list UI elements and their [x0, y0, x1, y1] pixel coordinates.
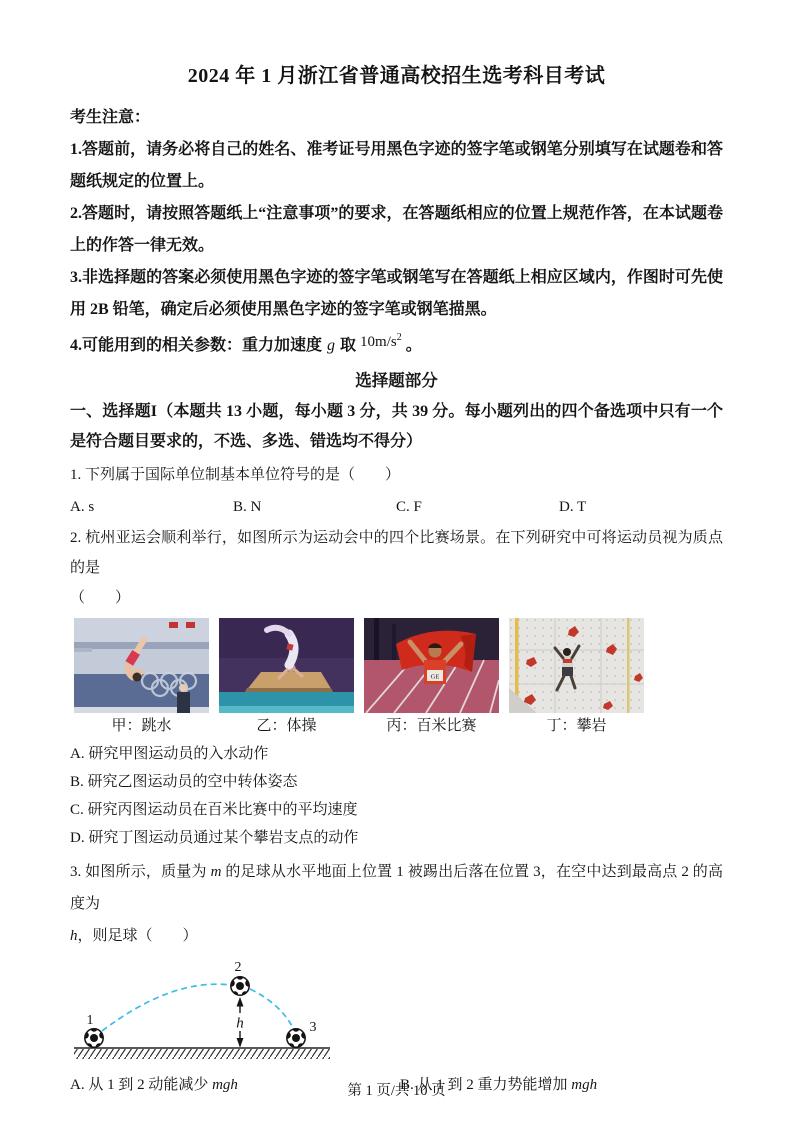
question-1-option-c: C. F — [396, 499, 422, 515]
section-instruction: 一、选择题I（本题共 13 小题，每小题 3 分，共 39 分。每小题列出的四个备选项中只有一个是符合题目要求的，不选、多选、错选均不得分） — [70, 403, 723, 450]
trajectory-curve-ascending — [102, 984, 230, 1031]
photo-gymnastics — [219, 618, 354, 738]
height-arrow-head-top — [237, 997, 244, 1007]
notice-section — [70, 102, 723, 362]
notice-item-4-prefix: 4.可能用到的相关参数：重力加速度 — [70, 337, 327, 354]
trajectory-diagram — [72, 958, 342, 1062]
photo-sprint — [364, 618, 499, 738]
question-2-option-b: B. 研究乙图运动员的空中转体姿态 — [70, 774, 298, 790]
notice-item-3: 3.非选择题的答案必须使用黑色字迹的签字笔或钢笔写在答题纸上相应区域内，作图时可先使用 2B 铅笔，确定后必须使用黑色字迹的签字笔或钢笔描黑。 — [70, 269, 723, 318]
position-1-label: 1 — [86, 1013, 94, 1028]
height-arrow-head-bottom — [237, 1038, 244, 1048]
question-1-option-d: D. T — [559, 499, 587, 515]
ball-position-2 — [228, 973, 252, 998]
sprint-photo-image — [364, 618, 499, 713]
q3-option-a-text: A. 从 1 到 2 动能减少 — [70, 1077, 213, 1093]
question-2-option-a: A. 研究甲图运动员的入水动作 — [70, 746, 269, 762]
diving-photo-image — [74, 618, 209, 713]
question-2-options — [70, 740, 723, 852]
position-3-label: 3 — [309, 1020, 317, 1035]
question-2-photo-strip — [74, 618, 723, 738]
notice-item-4 — [70, 326, 723, 362]
q3-stem-text-1: 3. 如图所示，质量为 — [70, 864, 211, 880]
question-2-stem — [70, 523, 723, 613]
ball-position-1 — [82, 1025, 106, 1050]
photo-climbing — [509, 618, 644, 738]
position-2-label: 2 — [234, 960, 242, 975]
question-3-stem-line1 — [70, 856, 723, 920]
climbing-photo-image — [509, 618, 644, 713]
question-1-stem: 1. 下列属于国际单位制基本单位符号的是（ ） — [70, 467, 401, 483]
trajectory-diagram-container — [72, 958, 723, 1062]
question-2 — [70, 523, 723, 852]
question-1 — [70, 459, 723, 523]
question-2-stem-line1: 2. 杭州亚运会顺利举行，如图所示为运动会中的四个比赛场景。在下列研究中可将运动员视为质点的是 — [70, 530, 723, 576]
question-3-stem — [70, 856, 723, 952]
runner-bib-text: GE — [430, 673, 440, 681]
photo-caption-climbing: 丁：攀岩 — [546, 718, 607, 734]
gravity-value-exponent: 2 — [396, 332, 402, 343]
page-title: 2024 年 1 月浙江省普通高校招生选考科目考试 — [187, 65, 606, 87]
q3-option-b-formula: mgh — [571, 1077, 598, 1093]
height-symbol: h — [70, 928, 78, 944]
part-title: 选择题部分 — [355, 371, 438, 390]
gymnastics-photo-image — [219, 618, 354, 713]
gravity-value: 10m/s — [360, 334, 397, 350]
photo-diving — [74, 618, 209, 738]
gravity-value-formula — [360, 334, 402, 350]
question-1-option-a: A. s — [70, 499, 95, 515]
photo-caption-gymnastics: 乙：体操 — [256, 718, 317, 734]
question-2-stem-line2: （ ） — [70, 590, 131, 606]
question-3 — [70, 856, 723, 1100]
notice-item-2: 2.答题时，请按照答题纸上“注意事项”的要求，在答题纸相应的位置上规范作答，在本试题卷上的作答一律无效。 — [70, 205, 723, 254]
notice-item-4-mid: 取 — [336, 337, 361, 354]
ground-hatching — [74, 1049, 330, 1059]
question-1-options — [70, 491, 723, 523]
photo-caption-diving: 甲：跳水 — [111, 718, 172, 734]
gravity-symbol: g — [327, 337, 336, 354]
trajectory-curve-descending — [250, 989, 292, 1026]
q3-stem-text-3: ，则足球（ ） — [77, 928, 198, 944]
ball-position-3 — [284, 1025, 308, 1050]
height-label: h — [236, 1015, 244, 1032]
question-2-option-c: C. 研究丙图运动员在百米比赛中的平均速度 — [70, 802, 358, 818]
mass-symbol: m — [210, 864, 222, 880]
photo-caption-sprint: 丙：百米比赛 — [386, 718, 477, 734]
notice-item-4-suffix: 。 — [401, 337, 422, 354]
notice-item-1: 1.答题前，请务必将自己的姓名、准考证号用黑色字迹的签字笔或钢笔分别填写在试题卷和答题纸规定的位置上。 — [70, 141, 723, 190]
q3-option-a-formula: mgh — [212, 1077, 238, 1093]
question-1-option-b: B. N — [233, 499, 262, 515]
q3-stem-text-2: 的足球从水平地面上位置 1 被踢出后落在位置 3，在空中达到最高点 2 的高度为 — [70, 864, 723, 912]
page-number: 第 1 页/共 10 页 — [347, 1083, 446, 1099]
notice-heading: 考生注意： — [70, 109, 151, 126]
question-3-stem-line2 — [70, 920, 723, 952]
question-2-option-d: D. 研究丁图运动员通过某个攀岩支点的动作 — [70, 830, 359, 846]
q3-option-b-text: B. 从 1 到 2 重力势能增加 — [400, 1077, 572, 1093]
